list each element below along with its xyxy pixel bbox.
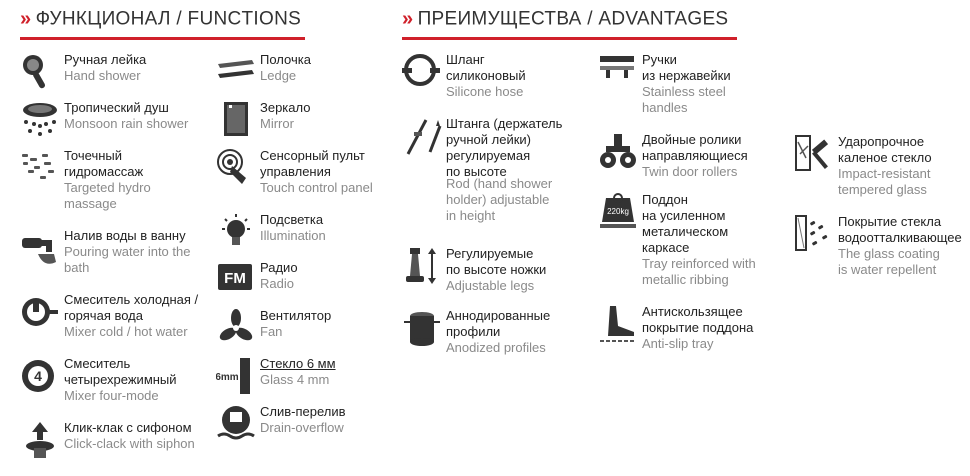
advantage-label-ru: покрытие поддона	[642, 320, 754, 335]
advantage-label-ru: профили	[446, 324, 501, 339]
advantage-label-en: tempered glass	[838, 182, 927, 197]
function-label-en: massage	[64, 196, 117, 211]
advantage-label-en: Anodized profiles	[446, 340, 546, 355]
advantage-label-ru: Штанга (держатель	[446, 116, 563, 131]
hydro-massage-icon	[20, 148, 60, 188]
function-label-ru: Подсветка	[260, 212, 324, 227]
advantage-label-ru: по высоте ножки	[446, 262, 547, 277]
function-label-ru: Стекло 6 мм	[260, 356, 336, 371]
advantage-label-en: Tray reinforced with	[642, 256, 756, 271]
function-label-ru: Точечный	[64, 148, 122, 163]
function-label-en: Fan	[260, 324, 283, 339]
advantage-label-en: Anti-slip tray	[642, 336, 714, 351]
rollers-icon	[598, 132, 638, 172]
fm-radio-icon	[216, 260, 256, 300]
function-label-ru: Налив воды в ванну	[64, 228, 186, 243]
function-label-ru: Слив-перелив	[260, 404, 346, 419]
function-label-en: Radio	[260, 276, 294, 291]
four-mode-mixer-icon	[20, 356, 60, 396]
function-label-en: Drain-overflow	[260, 420, 344, 435]
function-label-en: Mixer four-mode	[64, 388, 159, 403]
function-label-ru: Смеситель холодная /	[64, 292, 199, 307]
advantage-label-ru: силиконовый	[446, 68, 526, 83]
function-label-en: bath	[64, 260, 90, 275]
hammer-glass-icon	[794, 134, 834, 174]
advantage-label-en: Twin door rollers	[642, 164, 738, 176]
function-label-en: Hand shower	[64, 68, 141, 83]
touch-panel-icon	[216, 148, 256, 188]
function-label-en: Illumination	[260, 228, 326, 243]
hand-shower-icon	[20, 52, 60, 92]
advantages-chevron: »	[402, 8, 414, 30]
function-label-en: Mixer cold / hot water	[64, 324, 188, 339]
advantage-label-en: Impact-resistant	[838, 166, 931, 181]
advantage-label-ru: Покрытие стекла	[838, 214, 942, 229]
advantage-label-ru: Аннодированные	[446, 308, 551, 323]
advantage-label-ru: направляющиеся	[642, 148, 748, 163]
function-label-ru: Вентилятор	[260, 308, 332, 323]
weight-tray-icon-text: 220kg	[607, 207, 629, 216]
weight-tray-icon	[598, 192, 638, 232]
advantage-label-ru: металическом	[642, 224, 729, 239]
function-label-ru: горячая вода	[64, 308, 143, 323]
advantage-label-en: Rod (hand shower	[446, 176, 553, 191]
advantage-label-en: holder) adjustable	[446, 192, 550, 207]
fan-icon	[216, 308, 256, 348]
function-label-ru: Ручная лейка	[64, 52, 147, 67]
advantage-label-en: Stainless steel	[642, 84, 726, 99]
advantage-label-ru: по высоте	[446, 164, 507, 176]
mixer-icon	[20, 292, 60, 332]
svg-text:4: 4	[34, 368, 42, 384]
foot-icon	[598, 304, 638, 344]
function-label-ru: управления	[260, 164, 331, 179]
advantage-label-ru: Ручки	[642, 52, 677, 67]
glass-thickness-icon	[216, 356, 256, 396]
function-label-ru: Сенсорный пульт	[260, 148, 365, 163]
functions-title: ФУНКЦИОНАЛ / FUNCTIONS	[35, 8, 302, 30]
function-label-en: Click-clack with siphon	[64, 436, 195, 451]
function-label-en: Targeted hydro	[64, 180, 151, 195]
advantages-header	[402, 8, 742, 38]
click-clack-icon	[20, 420, 60, 460]
advantage-label-ru: водоотталкивающее	[838, 230, 962, 245]
function-label-en: Ledge	[260, 68, 297, 83]
fm-radio-icon-text: FM	[224, 270, 246, 287]
rain-shower-icon	[20, 100, 60, 140]
functions-chevron: »	[20, 8, 32, 30]
hose-icon	[402, 52, 442, 92]
advantage-label-ru: ручной лейки)	[446, 132, 531, 147]
advantages-underline	[402, 37, 737, 40]
bath-filler-icon	[20, 228, 60, 268]
advantage-label-en: Adjustable legs	[446, 278, 535, 293]
drain-overflow-icon	[216, 404, 256, 444]
rod-icon	[402, 116, 442, 156]
advantage-label-ru: Поддон	[642, 192, 688, 207]
function-label-ru: гидромассаж	[64, 164, 144, 179]
function-label-en: Glass 4 mm	[260, 372, 330, 387]
advantage-label-en: Silicone hose	[446, 84, 524, 99]
ledge-icon	[216, 52, 256, 92]
function-label-en: Mirror	[260, 116, 294, 131]
profile-icon	[402, 308, 442, 348]
functions-underline	[20, 37, 305, 40]
advantage-label-ru: регулируемая	[446, 148, 531, 163]
steel-handles-icon	[598, 52, 638, 92]
advantage-label-en: handles	[642, 100, 688, 115]
advantage-label-en: in height	[446, 208, 496, 223]
advantage-label-ru: Шланг	[446, 52, 485, 67]
advantage-label-en: The glass coating	[838, 246, 940, 261]
function-label-ru: Смеситель	[64, 356, 131, 371]
mirror-icon	[216, 100, 256, 140]
functions-header	[20, 8, 310, 38]
advantage-label-ru: на усиленном	[642, 208, 726, 223]
advantage-label-ru: Двойные ролики	[642, 132, 742, 147]
advantage-label-ru: каркасе	[642, 240, 690, 255]
advantage-label-ru: Регулируемые	[446, 246, 534, 261]
function-label-en: Monsoon rain shower	[64, 116, 189, 131]
advantage-label-en: is water repellent	[838, 262, 937, 277]
advantage-label-en: metallic ribbing	[642, 272, 729, 287]
function-label-ru: Тропический душ	[64, 100, 169, 115]
advantage-label-ru: каленое стекло	[838, 150, 932, 165]
advantage-label-ru: из нержавейки	[642, 68, 731, 83]
function-label-en: Touch control panel	[260, 180, 373, 195]
lightbulb-icon	[216, 212, 256, 252]
function-label-en: Pouring water into the	[64, 244, 191, 259]
function-label-ru: Зеркало	[260, 100, 311, 115]
advantage-label-ru: Ударопрочное	[838, 134, 925, 149]
glass-thickness-icon-text: 6mm	[216, 372, 239, 383]
function-label-ru: Радио	[260, 260, 298, 275]
water-repellent-icon	[794, 214, 834, 254]
advantage-label-ru: Антискользящее	[642, 304, 743, 319]
function-label-ru: четырехрежимный	[64, 372, 177, 387]
adjustable-legs-icon	[402, 246, 442, 286]
function-label-ru: Полочка	[260, 52, 311, 67]
function-label-ru: Клик-клак с сифоном	[64, 420, 192, 435]
advantages-title: ПРЕИМУЩЕСТВА / ADVANTAGES	[417, 8, 729, 30]
